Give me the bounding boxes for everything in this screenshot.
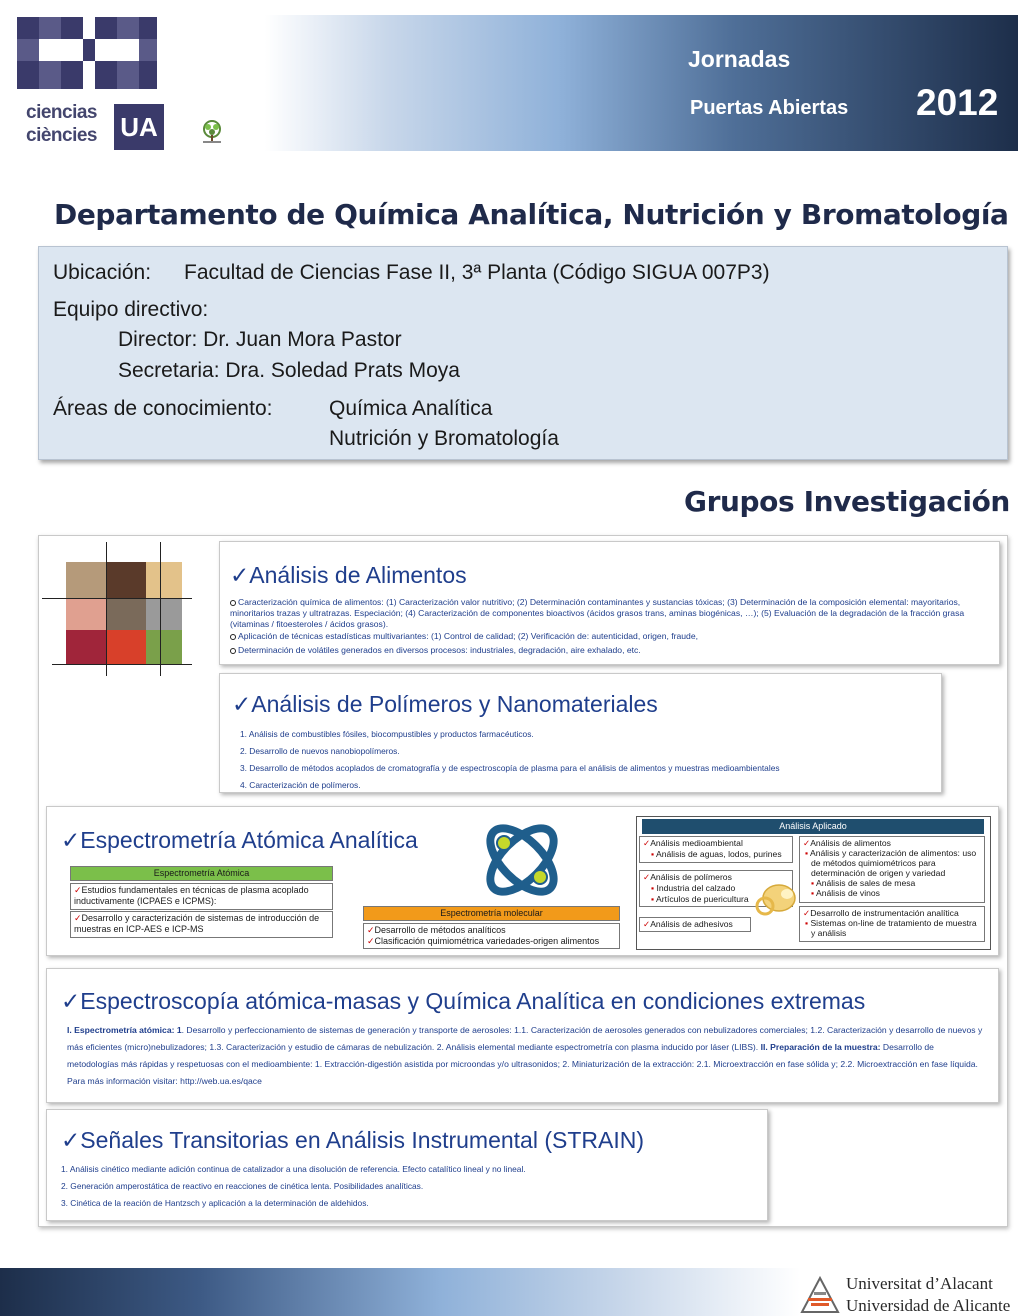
check-icon: ✓ <box>61 988 81 1014</box>
alimentos-item: Aplicación de técnicas estadísticas multivariantes: (1) Control de calidad; (2) Verificación de: autenticidad, origen, fraude, <box>230 631 990 642</box>
footer-banner <box>0 1268 800 1316</box>
polimeros-item: 4. Caracterización de polímeros. <box>240 780 361 790</box>
polimeros-aplicado-box: ✓Análisis de polímeros ▪ Industria del calzado ▪ Artículos de puericultura <box>639 870 793 907</box>
polimeros-item: 3. Desarrollo de métodos acoplados de cromatografía y de espectroscopía de plasma para el análisis de alimentos y muestras medioambientales <box>240 763 780 773</box>
university-logo-icon <box>800 1276 840 1314</box>
ciencias-logo <box>0 0 180 160</box>
secretary-name: Secretaria: Dra. Soledad Prats Moya <box>118 359 460 382</box>
molecular-items: ✓Desarrollo de métodos analíticos ✓Clasificación quimiométrica variedades-origen alimentos <box>363 923 620 949</box>
aplicado-header: Análisis Aplicado <box>642 819 984 834</box>
instrumentacion-box: ✓Desarrollo de instrumentación analítica ▪ Sistemas on-line de tratamiento de muestra y análisis <box>799 906 985 942</box>
check-icon: ✓ <box>61 827 81 853</box>
university-name-spanish: Universidad de Alicante <box>846 1296 1011 1315</box>
circle-bullet-icon <box>230 634 236 640</box>
check-icon: ✓ <box>61 1127 81 1153</box>
area-quimica-analitica: Química Analítica <box>329 397 493 420</box>
panel-analisis-polimeros <box>219 673 942 793</box>
alimentos-item: Caracterización química de alimentos: (1) Caracterización valor nutritivo; (2) Determinación contaminantes y sustancias tóxicas; (3) Determinación de la composición elemental: mayoritarios, minoritarios trazas y ultratrazas. Especiación; (4) Caracterización de componentes bioactivos (ácidos grasos trans, aminas biogénicas, …); (5) Evaluación de la degradación de la fracción grasa (vitaminas / fitoesteroles / ácidos grasos). <box>230 597 965 629</box>
medioambiental-box: ✓Análisis medioambiental ▪ Análisis de aguas, lodos, purines <box>639 836 793 863</box>
molecular-header: Espectrometría molecular <box>363 906 620 921</box>
logo-ua: UA <box>114 104 164 150</box>
alimentos-aplicado-box: ✓Análisis de alimentos ▪ Análisis y caracterización de alimentos: uso de métodos quimiométricos para determinación de origen y variedad ▪ Análisis de sales de mesa ▪ Análisis de vinos <box>799 836 985 903</box>
atomica-header: Espectrometría Atómica <box>70 866 333 881</box>
university-name-valencian: Universitat d’Alacant <box>846 1274 993 1293</box>
check-icon: ✓ <box>74 885 82 895</box>
circle-bullet-icon <box>230 648 236 654</box>
espectrometria-title: ✓Espectrometría Atómica Analítica <box>61 827 418 853</box>
extremas-description: I. Espectrometría atómica: 1. Desarrollo y perfeccionamiento de sistemas de generación y transporte de aerosoles: 1.1. Caracterización de aerosoles generados con nebulizadores comerciales; 1.2. Caracterización y desarrollo de nuevos y más eficientes (micro)nebulizadores; 1.3. Caracterización y estudio de cámaras de nebulización. 2. Análisis elemental mediante espectrometría con plasma inducido por láser (LIBS). II. Preparación de la muestra: Desarrollo de metodologías más rápidas y respetuosas con el medioambiente: 1. Extracción-digestión asistida por microondas y/o ultrasonidos; 2. Miniaturización de la extracción: 2.1. Microextracción en fase sólida y; 2.2. Microextracción en fase líquida. Para más información visitar: http://web.ua.es/qace <box>67 1025 983 1086</box>
bullet-icon: ▪ <box>805 848 810 858</box>
strain-item: 3. Cinética de la reación de Hantzsch y aplicación a la determinación de aldehidos. <box>61 1198 369 1208</box>
panel-strain <box>46 1109 768 1221</box>
groups-title: Grupos Investigación <box>684 485 1010 518</box>
logo-text-ciencies: ciències <box>26 125 97 146</box>
location-value: Facultad de Ciencias Fase II, 3ª Planta (Código SIGUA 007P3) <box>184 261 770 284</box>
atomica-item: ✓Estudios fundamentales en técnicas de plasma acoplado inductivamente (ICPAES e ICPMS): <box>70 883 333 910</box>
strain-item: 1. Análisis cinético mediante adición continua de catalizador a una disolución de referencia. Efecto catalítico lineal y no lineal. <box>61 1164 526 1174</box>
check-icon: ✓ <box>803 908 811 918</box>
areas-label: Áreas de conocimiento: <box>53 397 273 420</box>
location-label: Ubicación: <box>53 261 152 284</box>
director-name: Director: Dr. Juan Mora Pastor <box>118 328 402 351</box>
event-year: 2012 <box>916 82 999 123</box>
circle-bullet-icon <box>230 600 236 606</box>
check-icon: ✓ <box>232 691 252 717</box>
polimeros-item: 2. Desarrollo de nuevos nanobiopolímeros. <box>240 746 400 756</box>
food-collage-image <box>42 542 192 676</box>
check-icon: ✓ <box>367 925 375 935</box>
check-icon: ✓ <box>230 562 250 588</box>
check-icon: ✓ <box>643 872 651 882</box>
check-icon: ✓ <box>643 919 651 929</box>
event-title-jornadas: Jornadas <box>688 46 791 72</box>
tree-emblem-icon <box>199 119 225 145</box>
bullet-icon: ▪ <box>811 888 816 898</box>
polimeros-item: 1. Análisis de combustibles fósiles, biocompustibles y productos farmacéuticos. <box>240 729 534 739</box>
panel-analisis-alimentos <box>219 541 1000 665</box>
strain-title: ✓Señales Transitorias en Análisis Instrumental (STRAIN) <box>61 1127 645 1153</box>
check-icon: ✓ <box>367 936 375 946</box>
polimeros-title: ✓Análisis de Polímeros y Nanomateriales <box>232 691 658 717</box>
atomica-item: ✓Desarrollo y caracterización de sistemas de introducción de muestras en ICP-AES e ICP-MS <box>70 911 333 938</box>
bullet-icon: ▪ <box>651 883 657 893</box>
strain-item: 2. Generación amperostática de reactivo en reacciones de cinética lenta. Posibilidades analíticas. <box>61 1181 424 1191</box>
department-title: Departamento de Química Analítica, Nutrición y Bromatología <box>54 198 1009 231</box>
adhesivos-box: ✓Análisis de adhesivos <box>639 917 751 932</box>
check-icon: ✓ <box>74 913 82 923</box>
bullet-icon: ▪ <box>811 878 816 888</box>
area-nutricion-bromatologia: Nutrición y Bromatología <box>329 427 559 450</box>
check-icon: ✓ <box>803 838 811 848</box>
department-info-box <box>38 246 1008 460</box>
bullet-icon: ▪ <box>805 918 811 928</box>
event-title-puertas-abiertas: Puertas Abiertas <box>690 97 849 119</box>
bullet-icon: ▪ <box>651 849 656 859</box>
bullet-icon: ▪ <box>651 894 656 904</box>
check-icon: ✓ <box>643 838 651 848</box>
alimentos-title: ✓Análisis de Alimentos <box>230 562 467 588</box>
molecule-orbit-icon <box>477 815 567 905</box>
panel-espectrometria-atomica <box>46 806 999 956</box>
team-label: Equipo directivo: <box>53 298 209 321</box>
panel-condiciones-extremas <box>46 968 999 1103</box>
pacifier-image-icon <box>753 876 799 918</box>
extremas-title: ✓Espectroscopía atómica-masas y Química Analítica en condiciones extremas <box>61 988 866 1014</box>
alimentos-item: Determinación de volátiles generados en diversos procesos: industriales, degradación, aire exhalado, etc. <box>230 645 990 656</box>
logo-text-ciencias: ciencias <box>26 102 97 123</box>
